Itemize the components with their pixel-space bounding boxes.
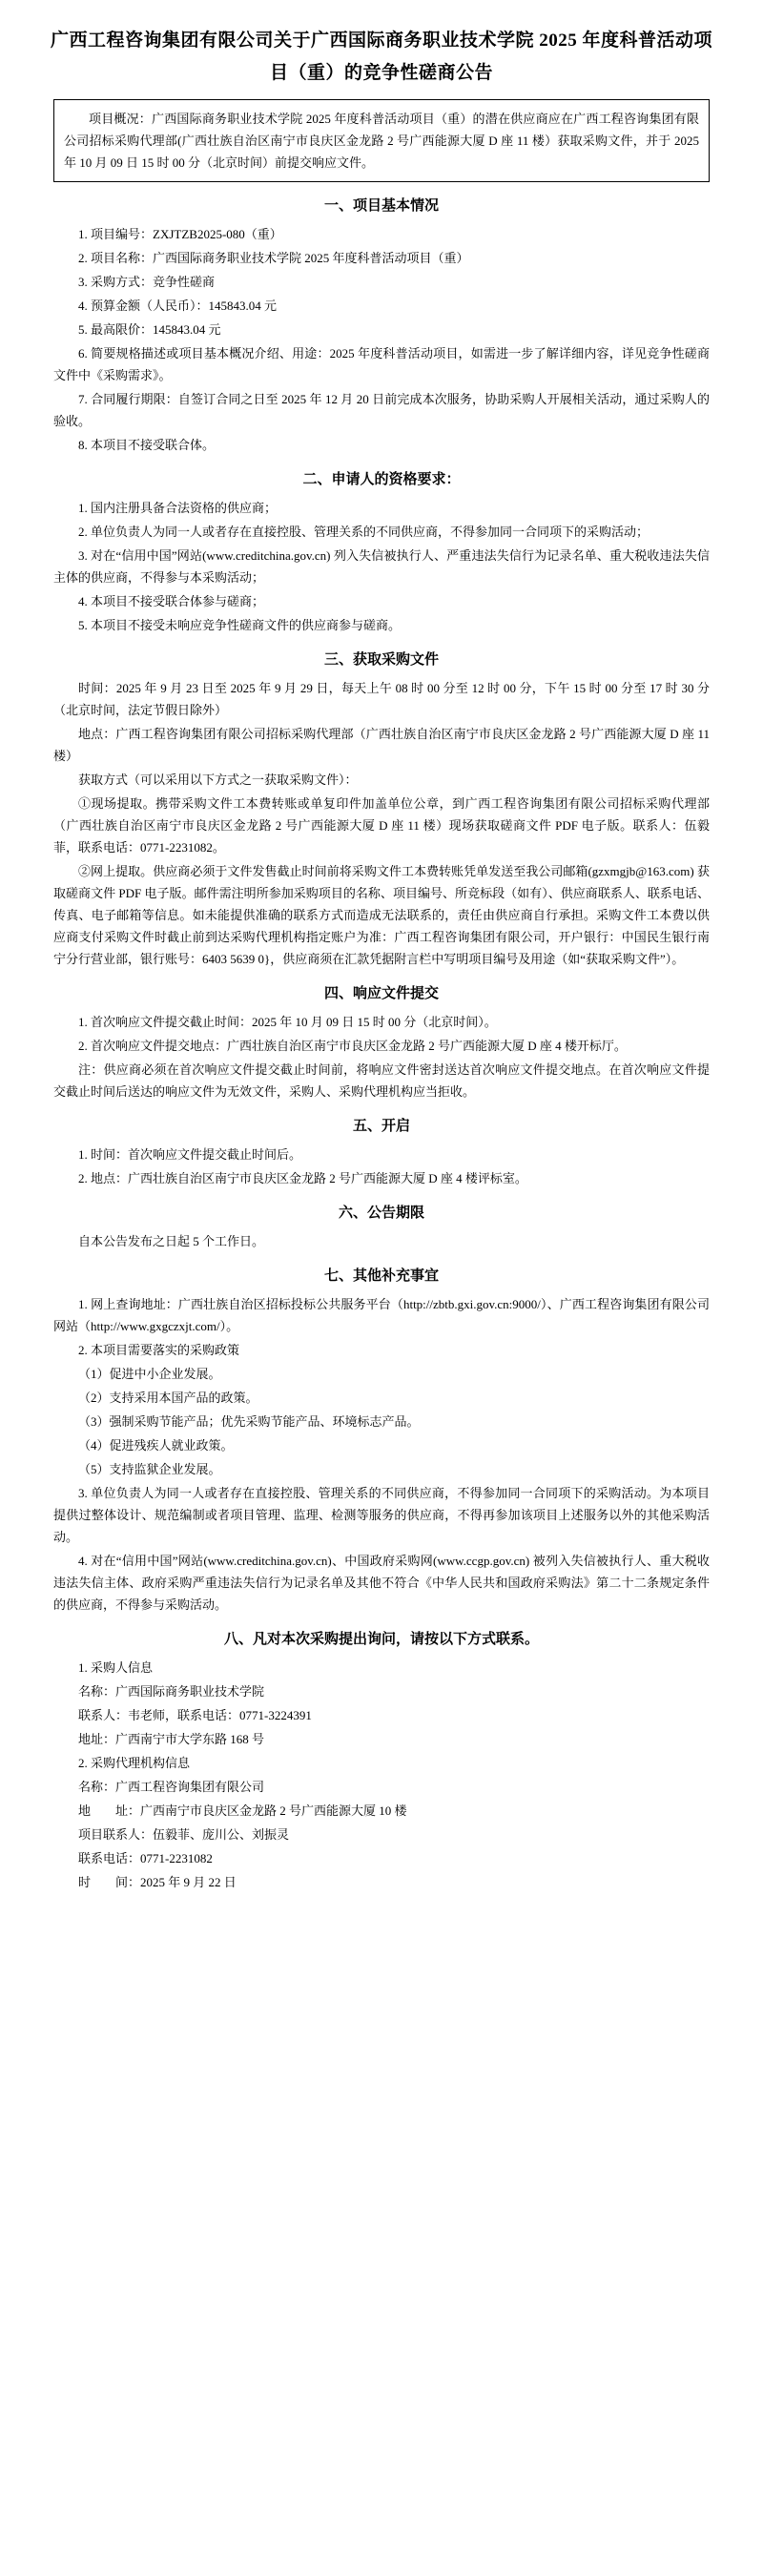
section-4-para-3: 注：供应商必须在首次响应文件提交截止时间前，将响应文件密封送达首次响应文件提交地点。在首次响应文件提交截止时间后送达的响应文件为无效文件，采购人、采购代理机构应当拒收。 <box>53 1062 710 1099</box>
section-7-para-9: 4. 对在“信用中国”网站(www.creditchina.gov.cn)、中国政府采购网(www.ccgp.gov.cn) 被列入失信被执行人、重大税收违法失信主体、政府采购严重违法失信行为记录名单及其他不符合《中华人民共和国政府采购法》第二十二条规定条件的供应商，不得参与采购活动。 <box>53 1554 710 1612</box>
section-8-para-6: 名称：广西工程咨询集团有限公司 <box>78 1780 265 1794</box>
section-1-para-6: 6. 简要规格描述或项目基本概况介绍、用途：2025 年度科普活动项目，如需进一步了解详细内容，详见竞争性磋商文件中《采购需求》。 <box>53 346 710 382</box>
section-heading-5: 五、开启 <box>352 1119 410 1134</box>
project-overview-text: 项目概况：广西国际商务职业技术学院 2025 年度科普活动项目（重）的潜在供应商应在广西工程咨询集团有限公司招标采购代理部(广西壮族自治区南宁市良庆区金龙路 2 号广西能源大厦 D 座 11 楼）获取采购文件，并于 2025 年 10 月 09 日 15 时 00 分（北京时间）前提交响应文件。 <box>64 112 699 170</box>
project-overview-box <box>53 99 710 182</box>
section-6-para-1: 自本公告发布之日起 5 个工作日。 <box>78 1234 265 1248</box>
section-4-para-1: 1. 首次响应文件提交截止时间：2025 年 10 月 09 日 15 时 00 分（北京时间）。 <box>78 1015 497 1029</box>
section-2-para-5: 5. 本项目不接受未响应竞争性磋商文件的供应商参与磋商。 <box>78 618 402 632</box>
section-8-para-4: 地址：广西南宁市大学东路 168 号 <box>78 1732 265 1746</box>
section-8-para-10: 时 间：2025 年 9 月 22 日 <box>78 1875 237 1889</box>
section-3-para-2: 地点：广西工程咨询集团有限公司招标采购代理部（广西壮族自治区南宁市良庆区金龙路 2 号广西能源大厦 D 座 11 楼） <box>53 727 710 763</box>
section-8-para-8: 项目联系人：伍毅菲、庞川公、刘振灵 <box>78 1827 290 1842</box>
section-heading-7: 七、其他补充事宜 <box>323 1268 439 1284</box>
section-1-para-8: 8. 本项目不接受联合体。 <box>78 438 216 452</box>
section-7-para-8: 3. 单位负责人为同一人或者存在直接控股、管理关系的不同供应商，不得参加同一合同项下的采购活动。为本项目提供过整体设计、规范编制或者项目管理、监理、检测等服务的供应商，不得再参加该项目上述服务以外的其他采购活动。 <box>53 1486 710 1544</box>
section-8-para-3: 联系人：韦老师，联系电话：0771-3224391 <box>78 1708 312 1722</box>
section-7-para-1: 1. 网上查询地址：广西壮族自治区招标投标公共服务平台（http://zbtb.gxi.gov.cn:9000/）、广西工程咨询集团有限公司网站（http://www.gxgczxjt.com/）。 <box>53 1297 710 1333</box>
section-5-para-2: 2. 地点：广西壮族自治区南宁市良庆区金龙路 2 号广西能源大厦 D 座 4 楼评标室。 <box>78 1171 527 1185</box>
section-8-para-1: 1. 采购人信息 <box>78 1660 154 1675</box>
section-2-para-2: 2. 单位负责人为同一人或者存在直接控股、管理关系的不同供应商，不得参加同一合同项下的采购活动； <box>78 525 650 539</box>
section-heading-4: 四、响应文件提交 <box>323 986 439 1001</box>
section-2-para-1: 1. 国内注册具备合法资格的供应商； <box>78 501 278 515</box>
section-7-para-7: （5）支持监狱企业发展。 <box>78 1462 221 1476</box>
section-1-para-7: 7. 合同履行期限：自签订合同之日至 2025 年 12 月 20 日前完成本次服务，协助采购人开展相关活动，通过采购人的验收。 <box>53 392 710 428</box>
section-7-para-2: 2. 本项目需要落实的采购政策 <box>78 1343 240 1357</box>
section-2-para-4: 4. 本项目不接受联合体参与磋商； <box>78 594 265 608</box>
section-heading-3: 三、获取采购文件 <box>323 652 439 668</box>
section-1-para-5: 5. 最高限价：145843.04 元 <box>78 322 221 337</box>
section-heading-2: 二、申请人的资格要求： <box>302 472 461 487</box>
section-8-para-9: 联系电话：0771-2231082 <box>78 1851 213 1865</box>
section-1-para-1: 1. 项目编号：ZXJTZB2025-080（重） <box>78 227 282 241</box>
section-7-para-3: （1）促进中小企业发展。 <box>78 1367 221 1381</box>
section-1-para-2: 2. 项目名称：广西国际商务职业技术学院 2025 年度科普活动项目（重） <box>78 251 469 265</box>
section-3-para-1: 时间：2025 年 9 月 23 日至 2025 年 9 月 29 日，每天上午 08 时 00 分至 12 时 00 分，下午 15 时 00 分至 17 时 30 分（北京时间，法定节假日除外） <box>53 681 710 717</box>
section-7-para-5: （3）强制采购节能产品；优先采购节能产品、环境标志产品。 <box>78 1414 420 1429</box>
document-body <box>32 195 731 1893</box>
section-heading-1: 一、项目基本情况 <box>323 198 439 214</box>
section-1-para-4: 4. 预算金额（人民币）：145843.04 元 <box>78 299 278 313</box>
section-heading-8: 八、凡对本次采购提出询问，请按以下方式联系。 <box>223 1632 539 1647</box>
section-4-para-2: 2. 首次响应文件提交地点：广西壮族自治区南宁市良庆区金龙路 2 号广西能源大厦 D 座 4 楼开标厅。 <box>78 1039 627 1053</box>
section-3-para-4: ①现场提取。携带采购文件工本费转账或单复印件加盖单位公章，到广西工程咨询集团有限公司招标采购代理部（广西壮族自治区南宁市良庆区金龙路 2 号广西能源大厦 D 座 11 楼）现场获取磋商文件 PDF 电子版。联系人：伍毅菲，联系电话：0771-2231082。 <box>53 796 710 855</box>
section-5-para-1: 1. 时间：首次响应文件提交截止时间后。 <box>78 1147 302 1162</box>
section-7-para-4: （2）支持采用本国产品的政策。 <box>78 1391 258 1405</box>
section-8-para-7: 地 址：广西南宁市良庆区金龙路 2 号广西能源大厦 10 楼 <box>78 1803 407 1818</box>
section-8-para-5: 2. 采购代理机构信息 <box>78 1756 191 1770</box>
section-1-para-3: 3. 采购方式：竞争性磋商 <box>78 275 216 289</box>
section-2-para-3: 3. 对在“信用中国”网站(www.creditchina.gov.cn) 列入失信被执行人、严重违法失信行为记录名单、重大税收违法失信主体的供应商，不得参与本采购活动； <box>53 548 710 585</box>
section-3-para-5: ②网上提取。供应商必须于文件发售截止时间前将采购文件工本费转账凭单发送至我公司邮箱(gzxmgjb@163.com) 获取磋商文件 PDF 电子版。邮件需注明所参加采购项目的名称、项目编号、所竞标段（如有）、供应商联系人、联系电话、传真、电子邮箱等信息。如未能提供准确的联系方式而造成无法联系的，责任由供应商自行承担。采购文件工本费以供应商支付采购文件时截止前到达采购代理机构指定账户为准：广西工程咨询集团有限公司，开户银行：中国民生银行南宁分行营业部，银行账号：6403 5639 0}，供应商须在汇款凭据附言栏中写明项目编号及用途（如“获取采购文件”）。 <box>53 864 710 966</box>
section-heading-6: 六、公告期限 <box>338 1206 424 1221</box>
section-7-para-6: （4）促进残疾人就业政策。 <box>78 1438 234 1453</box>
section-3-para-3: 获取方式（可以采用以下方式之一获取采购文件）： <box>78 773 358 787</box>
section-8-para-2: 名称：广西国际商务职业技术学院 <box>78 1684 265 1699</box>
page-title: 广西工程咨询集团有限公司关于广西国际商务职业技术学院 2025 年度科普活动项目（重）的竞争性磋商公告 <box>50 31 712 83</box>
